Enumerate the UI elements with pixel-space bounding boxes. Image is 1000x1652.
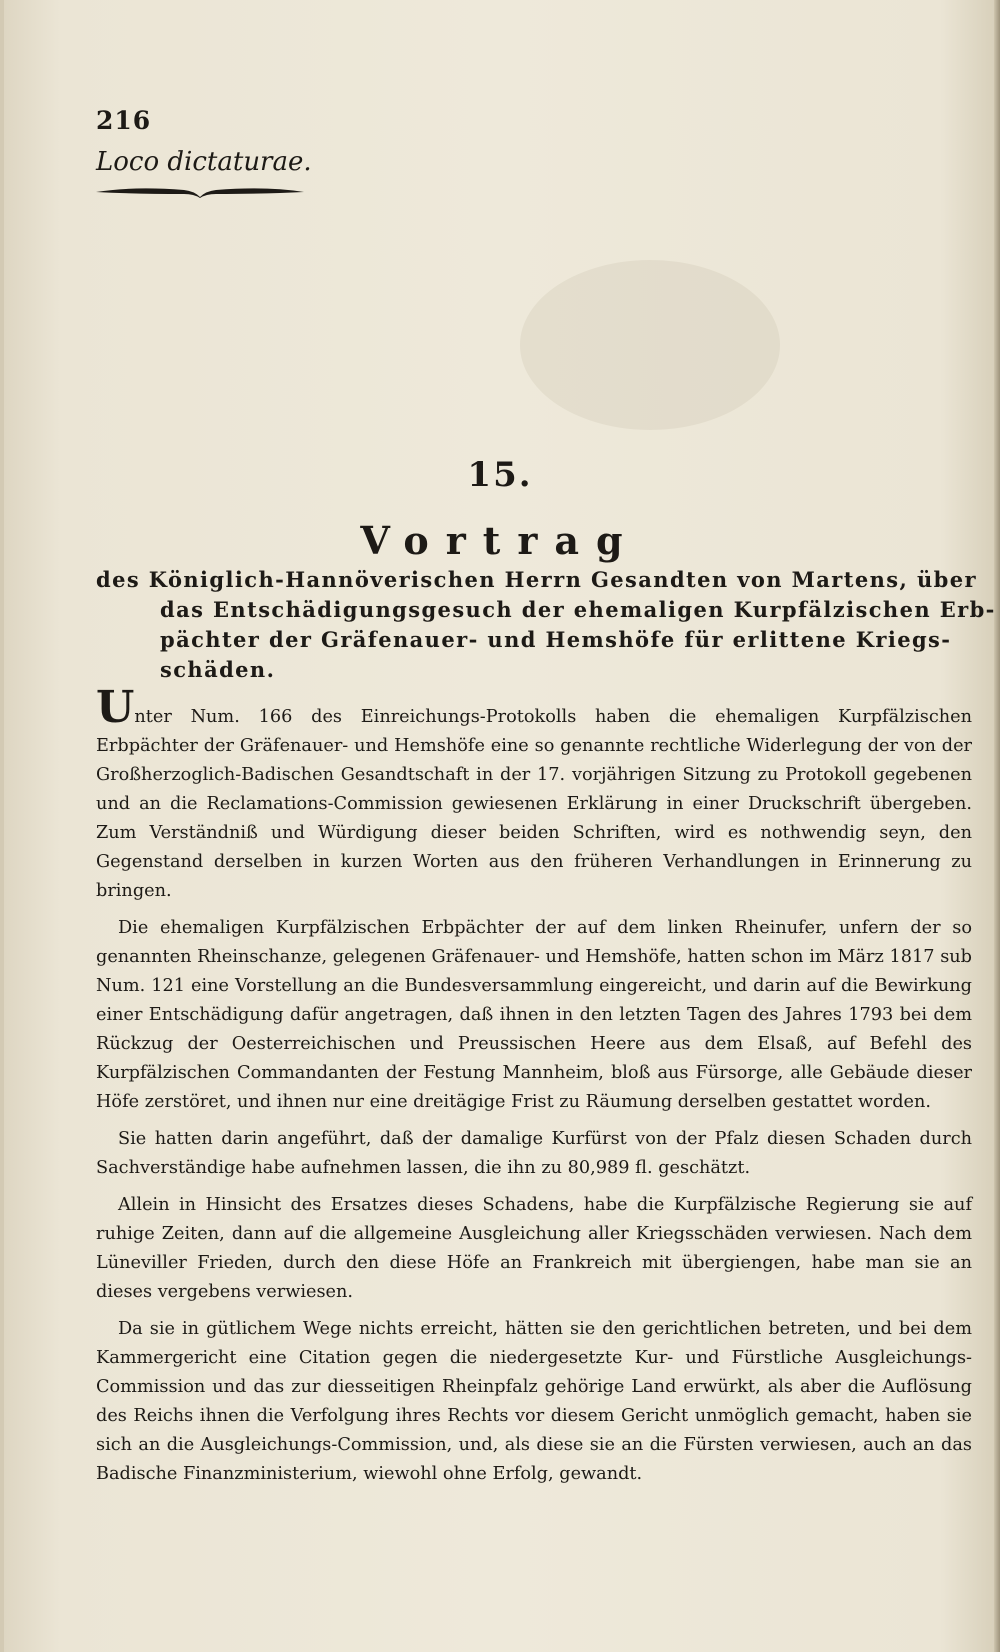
subtitle-line: schäden. — [160, 657, 276, 682]
paragraph: Die ehemaligen Kurpfälzischen Erbpächter der auf dem linken Rheinufer, unfern der so genannten Rheinschanze, gelegenen Gräfenauer- und Hemshöfe, hatten schon im März 1817 sub Num. 121 eine Vorstellung an die Bundesversammlung eingereicht, und darin auf die Bewirkung einer Entschädigung dafür angetragen, daß ihnen in den letzten Tagen des Jahres 1793 bei dem Rückzug der Oesterreichischen und Preussischen Heere aus dem Elsaß, auf Befehl des Kurpfälzischen Commandanten der Festung Mannheim, bloß aus Fürsorge, alle Gebäude dieser Höfe zerstöret, und ihnen nur eine dreitägige Frist zu Räumung derselben gestattet worden. — [96, 918, 972, 1112]
section-subtitle — [96, 565, 996, 685]
page-left-edge — [0, 0, 4, 1652]
subtitle-line: des Königlich-Hannöverischen Herrn Gesandten von Martens, über — [96, 567, 977, 592]
subtitle-line: das Entschädigungsgesuch der ehemaligen Kurpfälzischen Erb- — [160, 597, 996, 622]
section-title: Vortrag — [360, 518, 640, 563]
paragraph: Sie hatten darin angeführt, daß der damalige Kurfürst von der Pfalz diesen Schaden durch Sachverständige habe aufnehmen lassen, die ihn zu 80,989 fl. geschätzt. — [96, 1129, 972, 1178]
page-number: 216 — [96, 106, 152, 135]
paragraph: Unter Num. 166 des Einreichungs-Protokolls haben die ehemaligen Kurpfälzischen Erbpächter der Gräfenauer- und Hemshöfe eine so genannte rechtliche Widerlegung der von der Großherzoglich-Badischen Gesandtschaft in der 17. vorjährigen Sitzung zu Protokoll gegebenen und an die Reclamations-Commission gewiesenen Erklärung in einer Druckschrift übergeben. Zum Verständniß und Würdigung dieser beiden Schriften, wird es nothwendig seyn, den Gegenstand derselben in kurzen Worten aus den früheren Verhandlungen in Erinnerung zu bringen. — [96, 682, 972, 901]
subtitle-line: pächter der Gräfenauer- und Hemshöfe für erlittene Kriegs- — [160, 627, 952, 652]
paragraph: Da sie in gütlichem Wege nichts erreicht, hätten sie den gerichtlichen betreten, und bei dem Kammergericht eine Citation gegen die niedergesetzte Kur- und Fürstliche Ausgleichungs-Commission und das zur diesseitigen Rheinpfalz gehörige Land erwürkt, als aber die Auflösung des Reichs ihnen die Verfolgung ihres Rechts vor diesem Gericht unmöglich gemacht, haben sie sich an die Ausgleichungs-Commission, und, als diese sie an die Fürsten verwiesen, auch an das Badische Finanzministerium, wiewohl ohne Erfolg, gewandt. — [96, 1319, 972, 1484]
page-right-edge — [994, 0, 1000, 1652]
paragraph: Allein in Hinsicht des Ersatzes dieses Schadens, habe die Kurpfälzische Regierung sie auf ruhige Zeiten, dann auf die allgemeine Ausgleichung aller Kriegsschäden verwiesen. Nach dem Lüneviller Frieden, durch den diese Höfe an Frankreich mit übergiengen, habe man sie an dieses vergebens verwiesen. — [96, 1195, 972, 1302]
paper-stain — [520, 260, 780, 430]
running-head: Loco dictaturae. — [96, 147, 312, 177]
decorative-rule — [94, 184, 306, 200]
section-number: 15. — [467, 455, 533, 495]
body-text — [96, 682, 972, 1497]
